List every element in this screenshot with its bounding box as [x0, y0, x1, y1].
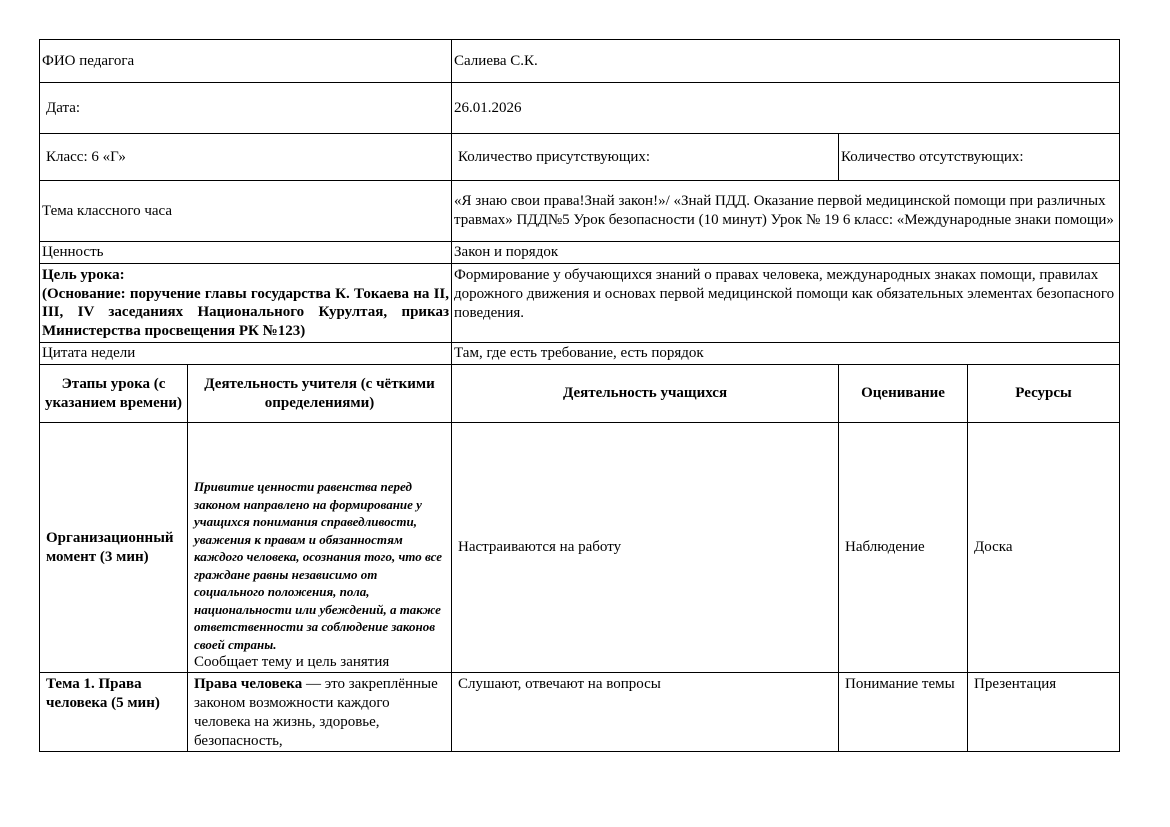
- assessment-cell: Понимание темы: [839, 673, 968, 752]
- quote-value: Там, где есть требование, есть порядок: [452, 343, 1120, 365]
- term-definition: — это закреплённые законом возможности каждого человека на жизнь, здоровье, безопасность,: [194, 676, 438, 749]
- topic-label: Тема классного часа: [40, 181, 452, 242]
- date-label: Дата:: [40, 83, 452, 134]
- teacher-activity-cell: [188, 673, 452, 752]
- quote-label: Цитата недели: [40, 343, 452, 365]
- present-count-label: Количество присутствующих:: [452, 134, 839, 181]
- teacher-label: ФИО педагога: [40, 40, 452, 83]
- table-row: [40, 423, 1120, 673]
- assessment-cell: Наблюдение: [839, 423, 968, 673]
- term-bold: Права человека: [194, 676, 303, 692]
- goal-basis: (Основание: поручение главы государства К. Токаева на II, III, IV заседаниях Национального Курултая, приказ Министерства просвещения РК №123): [42, 285, 450, 339]
- resources-cell: Доска: [968, 423, 1120, 673]
- lesson-plan-table: [39, 39, 1120, 752]
- topic-value: «Я знаю свои права!Знай закон!»/ «Знай ПДД. Оказание первой медицинской помощи при различных травмах» ПДД№5 Урок безопасности (10 минут) Урок № 19 6 класс: «Международные знаки помощи»: [452, 181, 1120, 242]
- student-activity-cell: Настраиваются на работу: [452, 423, 839, 673]
- teacher-row: [40, 40, 1120, 83]
- goal-row: [40, 264, 1120, 343]
- col-assessment: Оценивание: [839, 365, 968, 423]
- resources-cell: Презентация: [968, 673, 1120, 752]
- teacher-activity-cell: [188, 423, 452, 673]
- columns-header-row: [40, 365, 1120, 423]
- col-resources: Ресурсы: [968, 365, 1120, 423]
- goal-title: Цель урока:: [42, 267, 125, 283]
- value-label: Ценность: [40, 242, 452, 264]
- teacher-value: Салиева С.К.: [452, 40, 1120, 83]
- col-stages: Этапы урока (с указанием времени): [40, 365, 188, 423]
- date-row: [40, 83, 1120, 134]
- quote-row: [40, 343, 1120, 365]
- student-activity-cell: Слушают, отвечают на вопросы: [452, 673, 839, 752]
- class-row: [40, 134, 1120, 181]
- value-row: [40, 242, 1120, 264]
- goal-label: [40, 264, 452, 343]
- stage-cell: Тема 1. Права человека (5 мин): [40, 673, 188, 752]
- col-teacher-activity: Деятельность учителя (с чёткими определениями): [188, 365, 452, 423]
- stage-cell: Организационный момент (3 мин): [40, 423, 188, 673]
- value-value: Закон и порядок: [452, 242, 1120, 264]
- col-student-activity: Деятельность учащихся: [452, 365, 839, 423]
- teacher-activity-plain: Сообщает тему и цель занятия: [194, 654, 390, 670]
- table-row: [40, 673, 1120, 752]
- goal-value: Формирование у обучающихся знаний о правах человека, международных знаках помощи, правилах дорожного движения и основах первой медицинской помощи как обязательных элементах безопасного поведения.: [452, 264, 1120, 343]
- teacher-activity-italic: Привитие ценности равенства перед законом направлено на формирование у учащихся понимания справедливости, уважения к правам и обязанностям каждого человека, осознания того, что все граждане равны независимо от социального положения, пола, национальности или убеждений, а также ответственности за соблюдение законов своей страны.: [194, 479, 442, 652]
- topic-row: [40, 181, 1120, 242]
- absent-count-label: Количество отсутствующих:: [839, 134, 1120, 181]
- class-label: Класс: 6 «Г»: [40, 134, 452, 181]
- date-value: 26.01.2026: [452, 83, 1120, 134]
